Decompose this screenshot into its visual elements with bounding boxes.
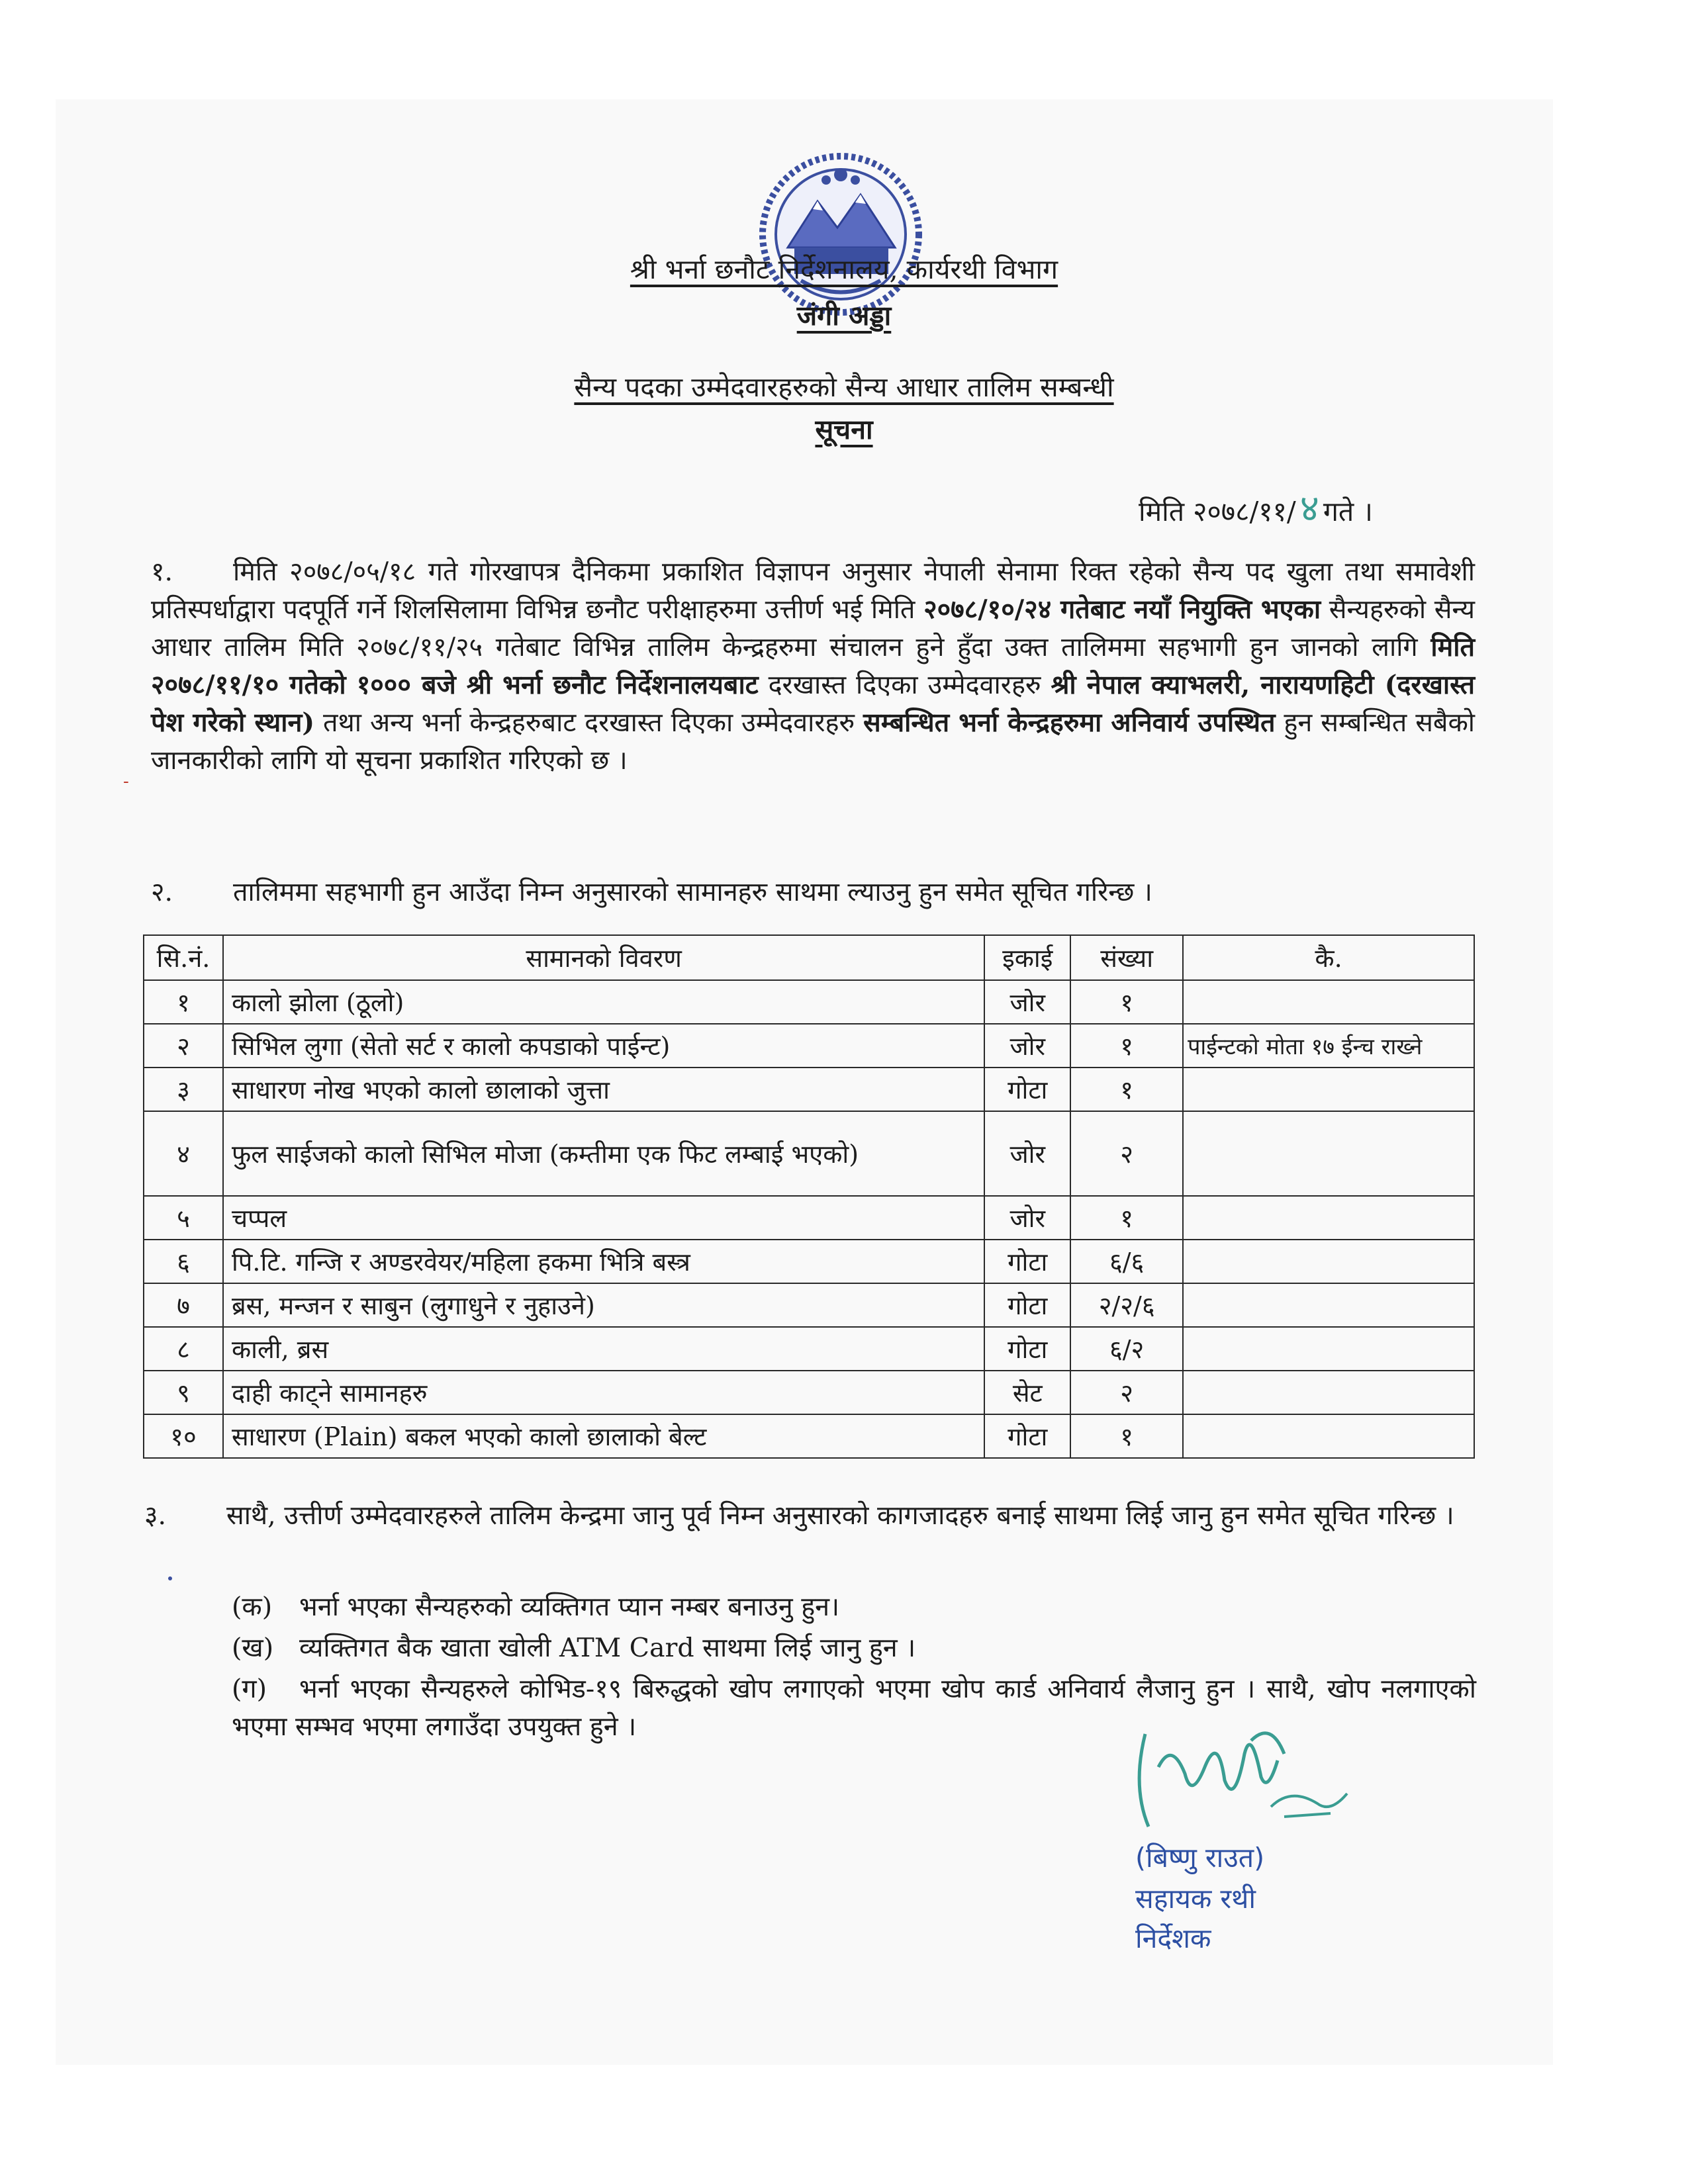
cell-remark xyxy=(1183,1240,1474,1283)
list-item-label: (ग) xyxy=(232,1674,267,1704)
cell-description: सिभिल लुगा (सेतो सर्ट र कालो कपडाको पाईन्ट) xyxy=(223,1024,984,1068)
cell-unit: जोर xyxy=(984,980,1070,1024)
cell-unit: सेट xyxy=(984,1371,1070,1414)
header-unit: इकाई xyxy=(984,935,1070,980)
cell-unit: गोटा xyxy=(984,1240,1070,1283)
table-row xyxy=(144,1327,1474,1371)
office-subtitle: जंगी अड्डा xyxy=(796,300,892,332)
cell-description: ब्रस, मन्जन र साबुन (लुगाधुने र नुहाउने) xyxy=(223,1283,984,1327)
cell-serial: ३ xyxy=(144,1068,223,1111)
cell-remark xyxy=(1183,1068,1474,1111)
header-remarks: कै. xyxy=(1183,935,1474,980)
date-prefix: मिति २०७८/११/ xyxy=(1139,496,1296,527)
table-row xyxy=(144,1111,1474,1196)
cell-quantity: २/२/६ xyxy=(1070,1283,1183,1327)
list-item xyxy=(232,1629,1476,1667)
cell-unit: गोटा xyxy=(984,1068,1070,1111)
list-item-label: (ख) xyxy=(232,1633,274,1663)
cell-remark xyxy=(1183,980,1474,1024)
paragraph-1-number: १. xyxy=(151,557,173,587)
cell-description: पि.टि. गन्जि र अण्डरवेयर/महिला हकमा भित्रि बस्त्र xyxy=(223,1240,984,1283)
notice-title: सूचना xyxy=(815,414,873,445)
paragraph-2: २. तालिममा सहभागी हुन आउँदा निम्न अनुसारको सामानहरु साथमा ल्याउनु हुन समेत सूचित गरिन्छ । xyxy=(151,874,1475,911)
cell-quantity: २ xyxy=(1070,1371,1183,1414)
header-serial: सि.नं. xyxy=(144,935,223,980)
cell-unit: जोर xyxy=(984,1024,1070,1068)
cell-quantity: १ xyxy=(1070,980,1183,1024)
cell-serial: ४ xyxy=(144,1111,223,1196)
notice-date xyxy=(1139,482,1373,532)
table-row xyxy=(144,1240,1474,1283)
cell-quantity: १ xyxy=(1070,1068,1183,1111)
notice-subject: सैन्य पदका उम्मेदवारहरुको सैन्य आधार तालिम सम्बन्धी xyxy=(574,371,1114,403)
cell-description: साधारण (Plain) बकल भएको कालो छालाको बेल्ट xyxy=(223,1414,984,1458)
handwritten-signature xyxy=(1119,1714,1357,1840)
list-item-text: भर्ना भएका सैन्यहरुको व्यक्तिगत प्यान नम्बर बनाउनु हुन। xyxy=(299,1592,840,1622)
cell-remark xyxy=(1183,1414,1474,1458)
paragraph-3-number: ३. xyxy=(144,1500,167,1531)
cell-serial: १० xyxy=(144,1414,223,1458)
cell-serial: १ xyxy=(144,980,223,1024)
cell-remark xyxy=(1183,1283,1474,1327)
cell-serial: ७ xyxy=(144,1283,223,1327)
nepal-army-emblem-seal xyxy=(755,148,927,320)
cell-quantity: १ xyxy=(1070,1196,1183,1240)
list-item xyxy=(232,1588,1476,1626)
cell-remark xyxy=(1183,1327,1474,1371)
date-day-handwritten: ४ xyxy=(1299,487,1319,530)
ink-dot xyxy=(168,1576,172,1580)
cell-remark xyxy=(1183,1196,1474,1240)
signer-rank: सहायक रथी xyxy=(1135,1883,1256,1915)
cell-remark: पाईन्टको मोता १७ ईन्च राख्ने xyxy=(1183,1024,1474,1068)
list-item-label: (क) xyxy=(232,1592,273,1622)
table-row xyxy=(144,1024,1474,1068)
signer-name: (बिष्णु राउत) xyxy=(1135,1842,1265,1874)
date-suffix: गते । xyxy=(1323,496,1373,527)
table-header-row xyxy=(144,935,1474,980)
table-row xyxy=(144,1283,1474,1327)
cell-remark xyxy=(1183,1371,1474,1414)
cell-serial: ५ xyxy=(144,1196,223,1240)
paragraph-2-number: २. xyxy=(151,877,173,907)
cell-unit: जोर xyxy=(984,1196,1070,1240)
cell-quantity: ६/२ xyxy=(1070,1327,1183,1371)
cell-serial: २ xyxy=(144,1024,223,1068)
table-row xyxy=(144,1414,1474,1458)
cell-quantity: १ xyxy=(1070,1414,1183,1458)
cell-serial: ९ xyxy=(144,1371,223,1414)
cell-remark xyxy=(1183,1111,1474,1196)
list-item-text: भर्ना भएका सैन्यहरुले कोभिड-१९ बिरुद्धको खोप लगाएको भएमा खोप कार्ड अनिवार्य लैजानु हुन । साथै, खोप नलगाएको भएमा सम्भव भएमा लगाउँदा उपयुक्त हुने । xyxy=(232,1674,1476,1742)
cell-description: चप्पल xyxy=(223,1196,984,1240)
cell-unit: गोटा xyxy=(984,1327,1070,1371)
cell-quantity: १ xyxy=(1070,1024,1183,1068)
paragraph-3: ३. साथै, उत्तीर्ण उम्मेदवारहरुले तालिम केन्द्रमा जानु पूर्व निम्न अनुसारको कागजादहरु बनाई साथमा लिई जानु हुन समेत सूचित गरिन्छ । xyxy=(144,1497,1475,1535)
cell-unit: गोटा xyxy=(984,1414,1070,1458)
cell-quantity: २ xyxy=(1070,1111,1183,1196)
table-row xyxy=(144,1196,1474,1240)
table-row xyxy=(144,1068,1474,1111)
cell-description: साधारण नोख भएको कालो छालाको जुत्ता xyxy=(223,1068,984,1111)
items-table xyxy=(143,934,1475,1459)
list-item-text: व्यक्तिगत बैक खाता खोली ATM Card साथमा लिई जानु हुन । xyxy=(299,1633,916,1663)
office-name: श्री भर्ना छनौट निर्देशनालय, कार्यरथी विभाग xyxy=(630,253,1058,285)
signer-title: निर्देशक xyxy=(1135,1923,1211,1954)
header-quantity: संख्या xyxy=(1070,935,1183,980)
cell-unit: जोर xyxy=(984,1111,1070,1196)
cell-description: फुल साईजको कालो सिभिल मोजा (कम्तीमा एक फिट लम्बाई भएको) xyxy=(223,1111,984,1196)
margin-tick-mark: - xyxy=(123,772,129,792)
table-row xyxy=(144,980,1474,1024)
cell-description: दाही काट्ने सामानहरु xyxy=(223,1371,984,1414)
paragraph-1: १. मिति २०७८/०५/१८ गते गोरखापत्र दैनिकमा प्रकाशित विज्ञापन अनुसार नेपाली सेनामा रिक्त रहेको सैन्य पद खुला तथा समावेशी प्रतिस्पर्धाद्वारा पदपूर्ति गर्ने शिलसिलामा विभिन्न छनौट परीक्षाहरुमा उत्तीर्ण भई मिति २०७८/१०/२४ गतेबाट नयाँ नियुक्ति भएका सैन्यहरुको सैन्य आधार तालिम मिति २०७८/११/२५ गतेबाट विभिन्न तालिम केन्द्रहरुमा संचालन हुने हुँदा उक्त तालिममा सहभागी हुन जानको लागि मिति २०७८/११/१० गतेको १००० बजे श्री भर्ना छनौट निर्देशनालयबाट दरखास्त दिएका उम्मेदवारहरु श्री नेपाल क्याभलरी, नारायणहिटी (दरखास्त पेश गरेको स्थान) तथा अन्य भर्ना केन्द्रहरुबाट दरखास्त दिएका उम्मेदवारहरु सम्बन्धित भर्ना केन्द्रहरुमा अनिवार्य उपस्थित हुन सम्बन्धित सबैको जानकारीको लागि यो सूचना प्रकाशित गरिएको छ । xyxy=(151,553,1475,780)
cell-quantity: ६/६ xyxy=(1070,1240,1183,1283)
table-row xyxy=(144,1371,1474,1414)
cell-serial: ६ xyxy=(144,1240,223,1283)
cell-serial: ८ xyxy=(144,1327,223,1371)
cell-description: कालो झोला (ठूलो) xyxy=(223,980,984,1024)
cell-unit: गोटा xyxy=(984,1283,1070,1327)
header-description: सामानको विवरण xyxy=(223,935,984,980)
cell-description: काली, ब्रस xyxy=(223,1327,984,1371)
